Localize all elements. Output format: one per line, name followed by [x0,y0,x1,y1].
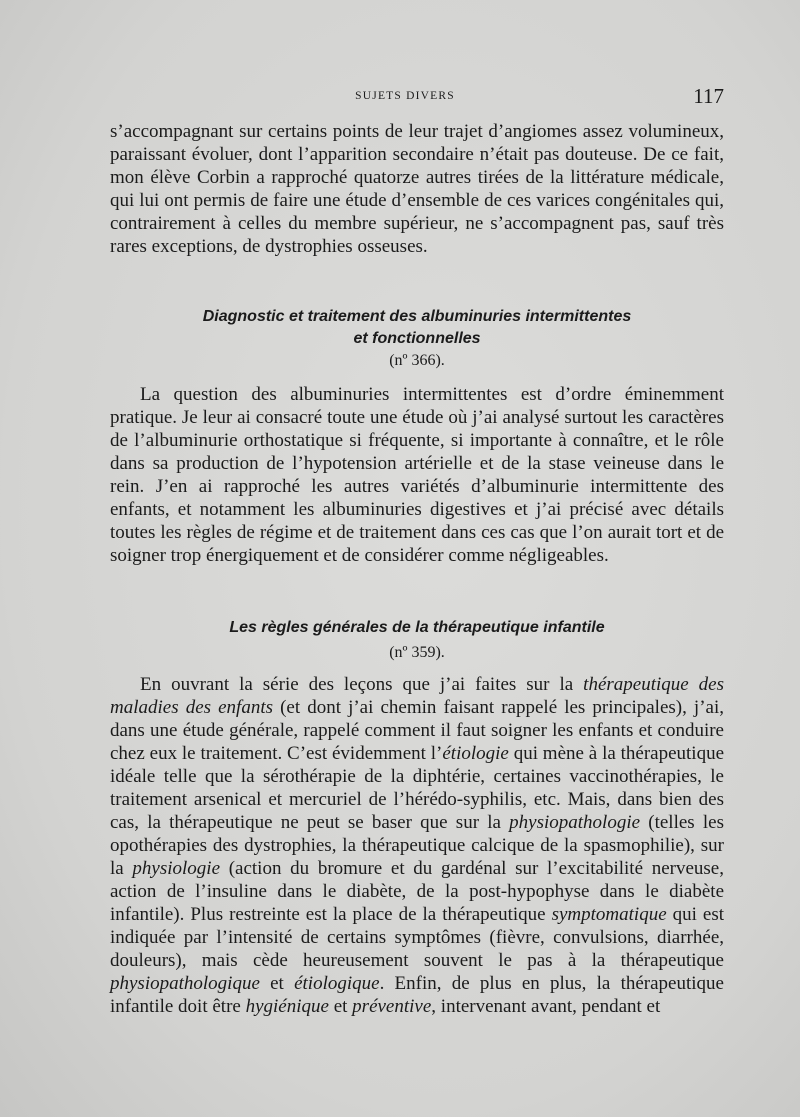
text-run: qui mène à la thérapeutique idéale telle que la sérothérapie de la diphtérie, certaines vaccinothérapies, le traitement arsenical et mercuriel de l’hérédo-syphilis, etc. Mais, dans bien des cas, la thérapeutique ne peut se baser que sur la [110,743,725,833]
running-head [0,84,800,112]
page-number: 117 [693,84,724,108]
text-run: , intervenant avant, pendant et [431,996,661,1017]
paragraph-continuation: s’accompagnant sur certains points de leur trajet d’angiomes assez volumineux, paraissant évoluer, dont l’apparition secondaire n’était pas douteuse. De ce fait, mon élève Corbin a rapproché quatorze autres tirées de la littérature médicale, qui lui ont permis de faire une étude d’ensemble de ces varices congénitales qui, contrairement à celles du membre supérieur, ne s’accompagnent pas, sauf très rares exceptions, de dystrophies osseuses. [110,121,724,257]
text-run: En ouvrant la série des leçons que j’ai faites sur la [140,674,584,695]
text-run: (telles les opothérapies des dystrophies, la thérapeutique calcique de la spasmophilie), sur la [110,812,724,879]
section-reference-359: (nº 359). [389,644,445,661]
text-run: . Enfin, de plus en plus, la thérapeutique infantile doit être [110,973,724,1017]
section-heading-albuminuries [110,306,724,350]
italic-term: physiologie [132,858,221,879]
italic-term: physiopathologie [509,812,641,833]
section-heading-line-1: Diagnostic et traitement des albuminuries intermittentes [202,308,632,325]
section-reference-366: (nº 366). [389,352,445,369]
italic-term: symptomatique [551,904,667,925]
paragraph-therapeutique [110,673,724,1018]
running-title: SUJETS DIVERS [355,90,455,102]
paragraph-albuminuries: La question des albuminuries intermittentes est d’ordre éminemment pratique. Je leur ai consacré toute une étude où j’ai analysé surtout les caractères de l’albuminurie orthostatique si fréquente, si importante à connaître, et le rôle dans sa production de l’hypotension artérielle et de la stase veineuse dans le rein. J’en ai rapproché les autres variétés d’albuminurie intermittente des enfants, et notamment les albuminuries digestives et j’ai précisé avec détails toutes les règles de régime et de traitement dans ces cas que l’on aurait tort et de soigner trop énergiquement et de considérer comme négligeables. [110,384,724,566]
text-run: qui est indiquée par l’intensité de certains symptômes (fièvre, convulsions, diarrhée, douleurs), mais cède heureusement souvent le pas à la thérapeutique [110,904,724,971]
italic-term: thérapeutique des maladies des enfants [110,674,725,718]
text-run: (action du bromure et du gardénal sur l’excitabilité nerveuse, action de l’insuline dans le diabète, de la post-hypophyse dans le diabète infantile). Plus restreinte est la place de la thérapeutique [110,858,724,925]
text-run: et [328,996,353,1017]
italic-term: hygiénique [245,996,329,1017]
section-heading-therapeutique: Les règles générales de la thérapeutique infantile [229,619,605,636]
italic-term: étiologie [442,743,509,764]
text-run: et [259,973,295,994]
italic-term: physiopathologique [110,973,260,994]
italic-term: préventive [352,996,432,1017]
text-run: (et dont j’ai chemin faisant rappelé les principales), j’ai, dans une étude générale, rappelé comment il faut soigner les enfants et conduire chez eux le traitement. C’est évidemment l’ [110,697,724,764]
italic-term: étiologique [294,973,380,994]
section-heading-line-2: et fonctionnelles [353,330,481,347]
